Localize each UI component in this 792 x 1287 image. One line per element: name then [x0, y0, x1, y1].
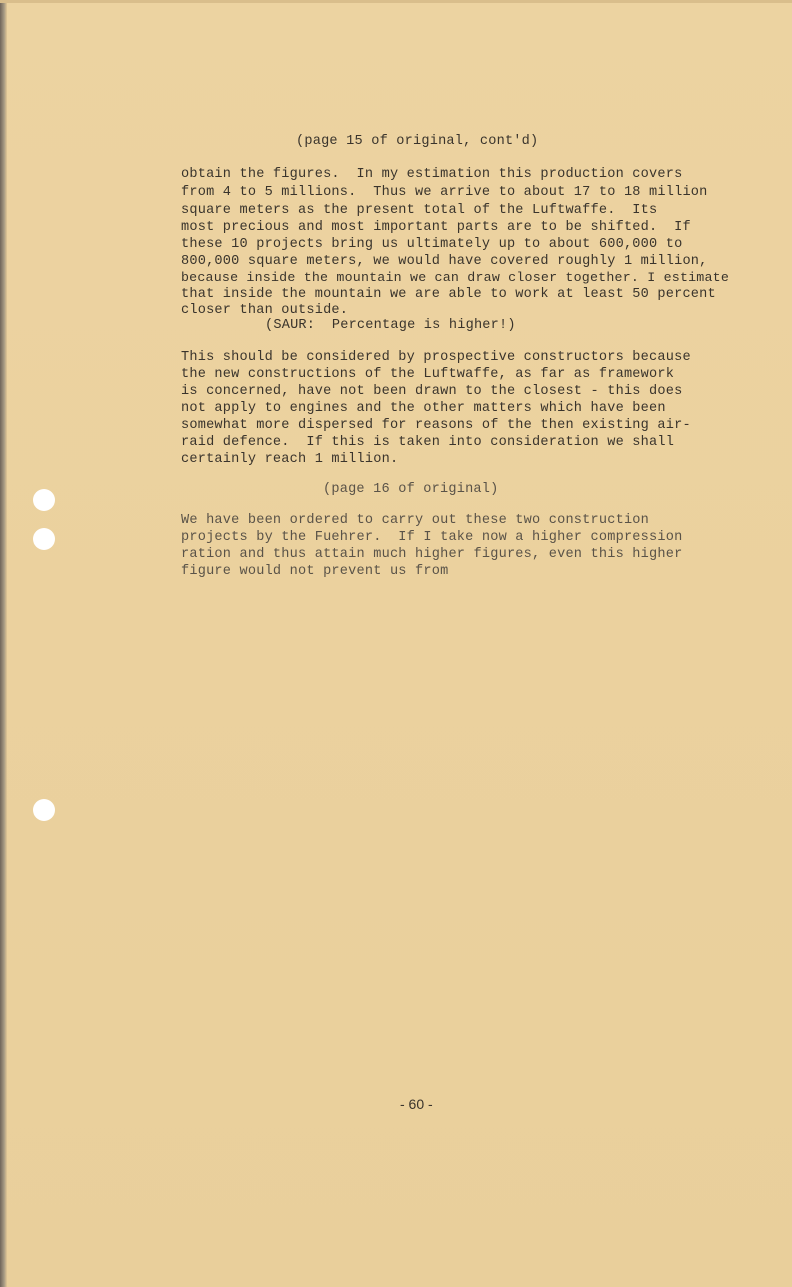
text-line: is concerned, have not been drawn to the closest - this does	[181, 384, 683, 399]
text-line: certainly reach 1 million.	[181, 452, 399, 467]
text-line: most precious and most important parts are to be shifted. If	[181, 220, 691, 235]
punch-hole	[33, 799, 55, 821]
text-line: ration and thus attain much higher figures, even this higher	[181, 547, 683, 562]
text-line: the new constructions of the Luftwaffe, as far as framework	[181, 367, 675, 382]
text-line: projects by the Fuehrer. If I take now a higher compression	[181, 530, 683, 545]
text-line: We have been ordered to carry out these two construction	[181, 513, 650, 528]
text-line: because inside the mountain we can draw closer together. I estimate	[181, 270, 730, 285]
section-heading: (page 15 of original, cont'd)	[296, 134, 539, 149]
text-line: figure would not prevent us from	[181, 564, 449, 579]
text-line: closer than outside.	[181, 303, 349, 318]
text-line: these 10 projects bring us ultimately up to about 600,000 to	[181, 237, 683, 252]
text-line: somewhat more dispersed for reasons of the then existing air-	[181, 418, 691, 433]
text-line: 800,000 square meters, we would have covered roughly 1 million,	[181, 254, 708, 269]
page-top-edge	[0, 0, 792, 3]
text-line: that inside the mountain we are able to work at least 50 percent	[181, 287, 716, 302]
section-heading: (page 16 of original)	[323, 482, 499, 497]
text-line: raid defence. If this is taken into consideration we shall	[181, 435, 675, 450]
text-line: square meters as the present total of the Luftwaffe. Its	[181, 203, 658, 218]
text-line: obtain the figures. In my estimation this production covers	[181, 167, 683, 182]
punch-hole	[33, 489, 55, 511]
text-line: not apply to engines and the other matters which have been	[181, 401, 666, 416]
punch-hole	[33, 528, 55, 550]
page-left-edge	[0, 0, 7, 1287]
remark-line: (SAUR: Percentage is higher!)	[265, 318, 516, 333]
page-number: - 60 -	[400, 1096, 433, 1112]
text-line: from 4 to 5 millions. Thus we arrive to about 17 to 18 million	[181, 185, 708, 200]
text-line: This should be considered by prospective constructors because	[181, 350, 691, 365]
